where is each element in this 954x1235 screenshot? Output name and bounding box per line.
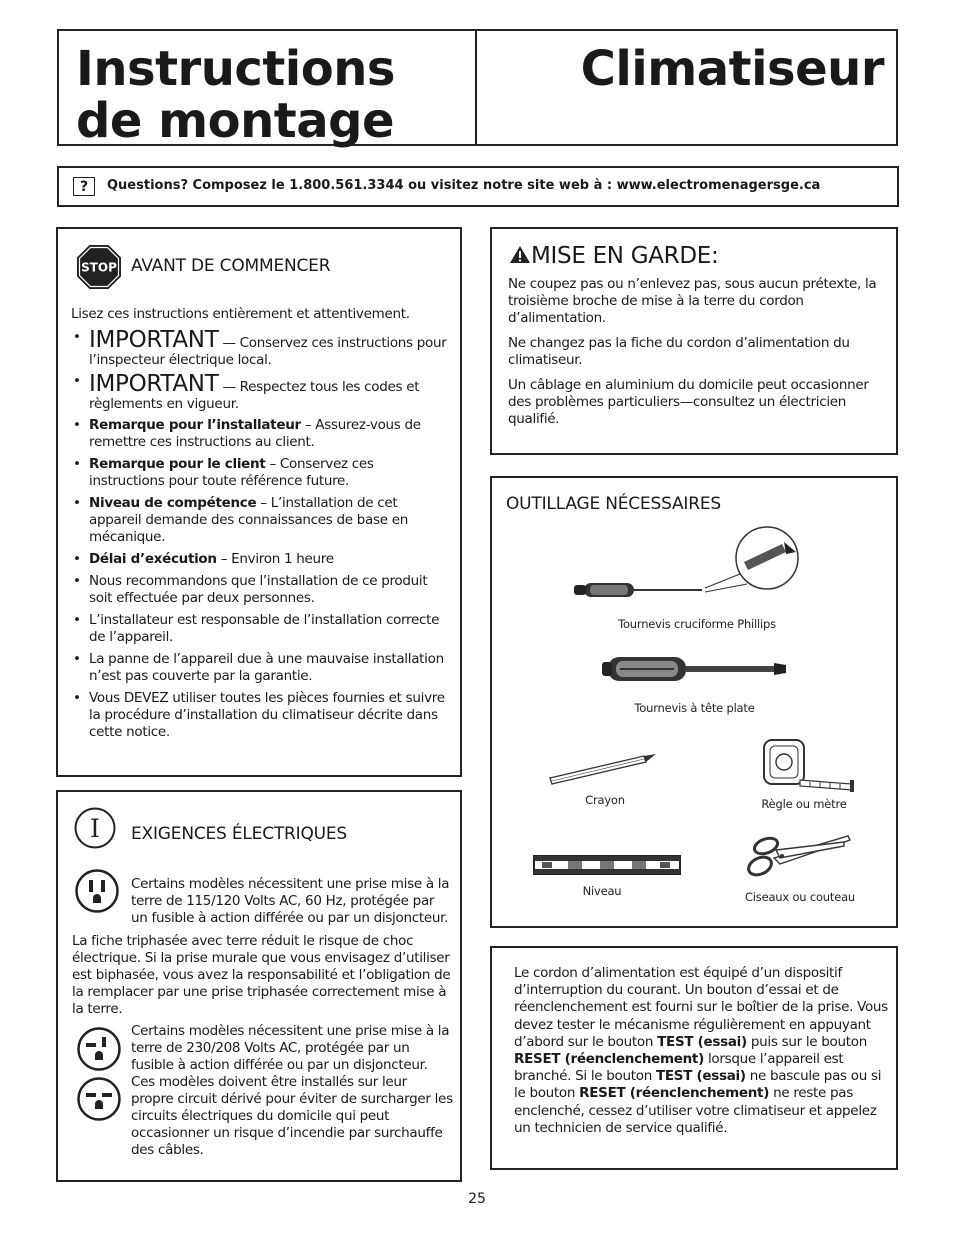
item-bold: IMPORTANT (89, 371, 219, 397)
list-item (71, 690, 451, 741)
item-text: – Environ 1 heure (216, 551, 334, 567)
item-bold: Remarque pour l’installateur (89, 417, 301, 433)
cordon-text-2: puis sur le bouton (746, 1033, 867, 1050)
item-text: – Conservez ces instructions pour toute référence future. (89, 456, 374, 489)
title-climatiseur: Climatiseur (580, 41, 884, 97)
item-text: — Respectez tous les codes et règlements en vigueur. (89, 379, 420, 412)
outlet-230v-icon-1 (76, 1026, 122, 1072)
phillips-screwdriver-icon (572, 526, 812, 606)
avant-title: AVANT DE COMMENCER (131, 256, 331, 276)
cordon-text-1: Le cordon d’alimentation est équipé d’un dispositif d’interruption du courant. Un bouton d’essai et de réenclenchement est fourni sur le boîtier de la prise. Vous devez tester le mécanisme régulièrement en appuyant d’abord sur le bouton (514, 965, 888, 1050)
section-cordon-alimentation (490, 946, 898, 1170)
item-text: L’installateur est responsable de l’installation correcte de l’appareil. (89, 612, 440, 645)
level-icon (532, 852, 682, 878)
stop-sign-icon (76, 244, 122, 290)
information-icon (74, 807, 116, 849)
exigences-title: EXIGENCES ÉLECTRIQUES (131, 824, 348, 844)
header-divider (475, 31, 477, 144)
flat-screwdriver-icon (600, 654, 790, 684)
exigences-p2: La fiche triphasée avec terre réduit le risque de choc électrique. Si la prise murale que vous envisagez d’utiliser est biphasée, vous avez la responsabilité et l’obligation de la remplacer par une prise triphasée correctement mise à la terre. (72, 933, 451, 1017)
avant-intro: Lisez ces instructions entièrement et attentivement. (71, 306, 410, 322)
list-item (71, 612, 451, 646)
caption-pencil: Crayon (585, 793, 625, 807)
exigences-p1: Certains modèles nécessitent une prise mise à la terre de 115/120 Volts AC, 60 Hz, protégée par un fusible à action différée ou par un disjoncteur. (131, 876, 450, 926)
outillage-title: OUTILLAGE NÉCESSAIRES (506, 494, 721, 514)
information-icon-letter: I (90, 814, 100, 843)
item-text: Vous DEVEZ utiliser toutes les pièces fournies et suivre la procédure d’installation du climatiseur décrite dans cette notice. (89, 690, 445, 740)
cordon-text-5: ne reste pas enclenché, cessez d’utiliser votre climatiseur et appelez un technicien de service qualifié. (514, 1085, 877, 1136)
caption-level: Niveau (582, 884, 622, 898)
list-item (71, 651, 451, 685)
list-item (71, 573, 451, 607)
mise-paragraph: Ne changez pas la fiche du cordon d’alimentation du climatiseur. (508, 335, 850, 368)
avant-list (71, 329, 451, 746)
item-bold: Remarque pour le client (89, 456, 266, 472)
list-item (71, 417, 451, 451)
scissors-icon (744, 830, 852, 884)
mise-paragraph: Un câblage en aluminium du domicile peut occasionner des problèmes particuliers—consultez un électricien qualifié. (508, 377, 869, 427)
section-outillage (490, 476, 898, 928)
mise-body (508, 276, 886, 436)
list-item (71, 329, 451, 369)
caption-flat-screwdriver: Tournevis à tête plate (634, 701, 755, 715)
list-item (71, 551, 451, 568)
outlet-230v-icon-2 (76, 1076, 122, 1122)
item-text: — Conservez ces instructions pour l’inspecteur électrique local. (89, 335, 447, 368)
caption-phillips: Tournevis cruciforme Phillips (618, 617, 776, 631)
page-number: 25 (468, 1191, 486, 1207)
caption-scissors: Ciseaux ou couteau (744, 890, 856, 904)
questions-bar (57, 166, 899, 207)
item-bold: Délai d’exécution (89, 551, 217, 567)
pencil-icon (546, 750, 658, 786)
cordon-text-4: ne bascule pas ou si le bouton (514, 1068, 882, 1102)
item-bold: IMPORTANT (89, 327, 219, 353)
item-text: Nous recommandons que l’installation de ce produit soit effectuée par deux personnes. (89, 573, 428, 606)
section-mise-en-garde (490, 227, 898, 455)
item-text: – L’installation de cet appareil demande des connaissances de base en mécanique. (89, 495, 409, 545)
cordon-text (514, 965, 892, 1137)
outlet-115v-icon (74, 868, 120, 914)
page-header (57, 29, 898, 149)
warning-icon (509, 245, 531, 264)
section-exigences-electriques (56, 790, 462, 1182)
list-item (71, 456, 451, 490)
item-text: La panne de l’appareil due à une mauvaise installation n’est pas couverte par la garantie. (89, 651, 444, 684)
item-text: – Assurez-vous de remettre ces instructions au client. (89, 417, 421, 450)
mise-title-text: MISE EN GARDE: (531, 243, 719, 269)
item-bold: Niveau de compétence (89, 495, 257, 511)
question-icon: ? (73, 177, 95, 196)
questions-text: Questions? Composez le 1.800.561.3344 ou visitez notre site web à : www.electromenagersge.ca (107, 178, 821, 193)
mise-title (509, 243, 718, 269)
tape-measure-icon (760, 736, 860, 794)
reset-button-label-2: RESET (réenclenchement) (579, 1085, 770, 1102)
mise-paragraph: Ne coupez pas ou n’enlevez pas, sous aucun prétexte, la troisième broche de mise à la terre du cordon d’alimentation. (508, 276, 877, 326)
stop-sign-label: STOP (81, 260, 117, 275)
section-avant-de-commencer (56, 227, 462, 777)
caption-tape-measure: Règle ou mètre (761, 797, 847, 811)
list-item (71, 373, 451, 413)
title-instructions: Instructions de montage (76, 41, 395, 149)
cordon-text-3: lorsque l’appareil est branché. Si le bouton (514, 1051, 844, 1085)
test-button-label: TEST (essai) (657, 1033, 747, 1050)
exigences-p3: Certains modèles nécessitent une prise mise à la terre de 230/208 Volts AC, protégée par un fusible à action différée ou par un disjoncteur. Ces modèles doivent être installés sur leur propre circuit dérivé pour éviter de surcharger les circuits électriques du domicile qui peut occasionner un risque d’incendie par surchauffe des câbles. (131, 1023, 453, 1158)
list-item (71, 495, 451, 546)
test-button-label-2: TEST (essai) (655, 1068, 746, 1085)
reset-button-label: RESET (réenclenchement) (514, 1051, 704, 1068)
